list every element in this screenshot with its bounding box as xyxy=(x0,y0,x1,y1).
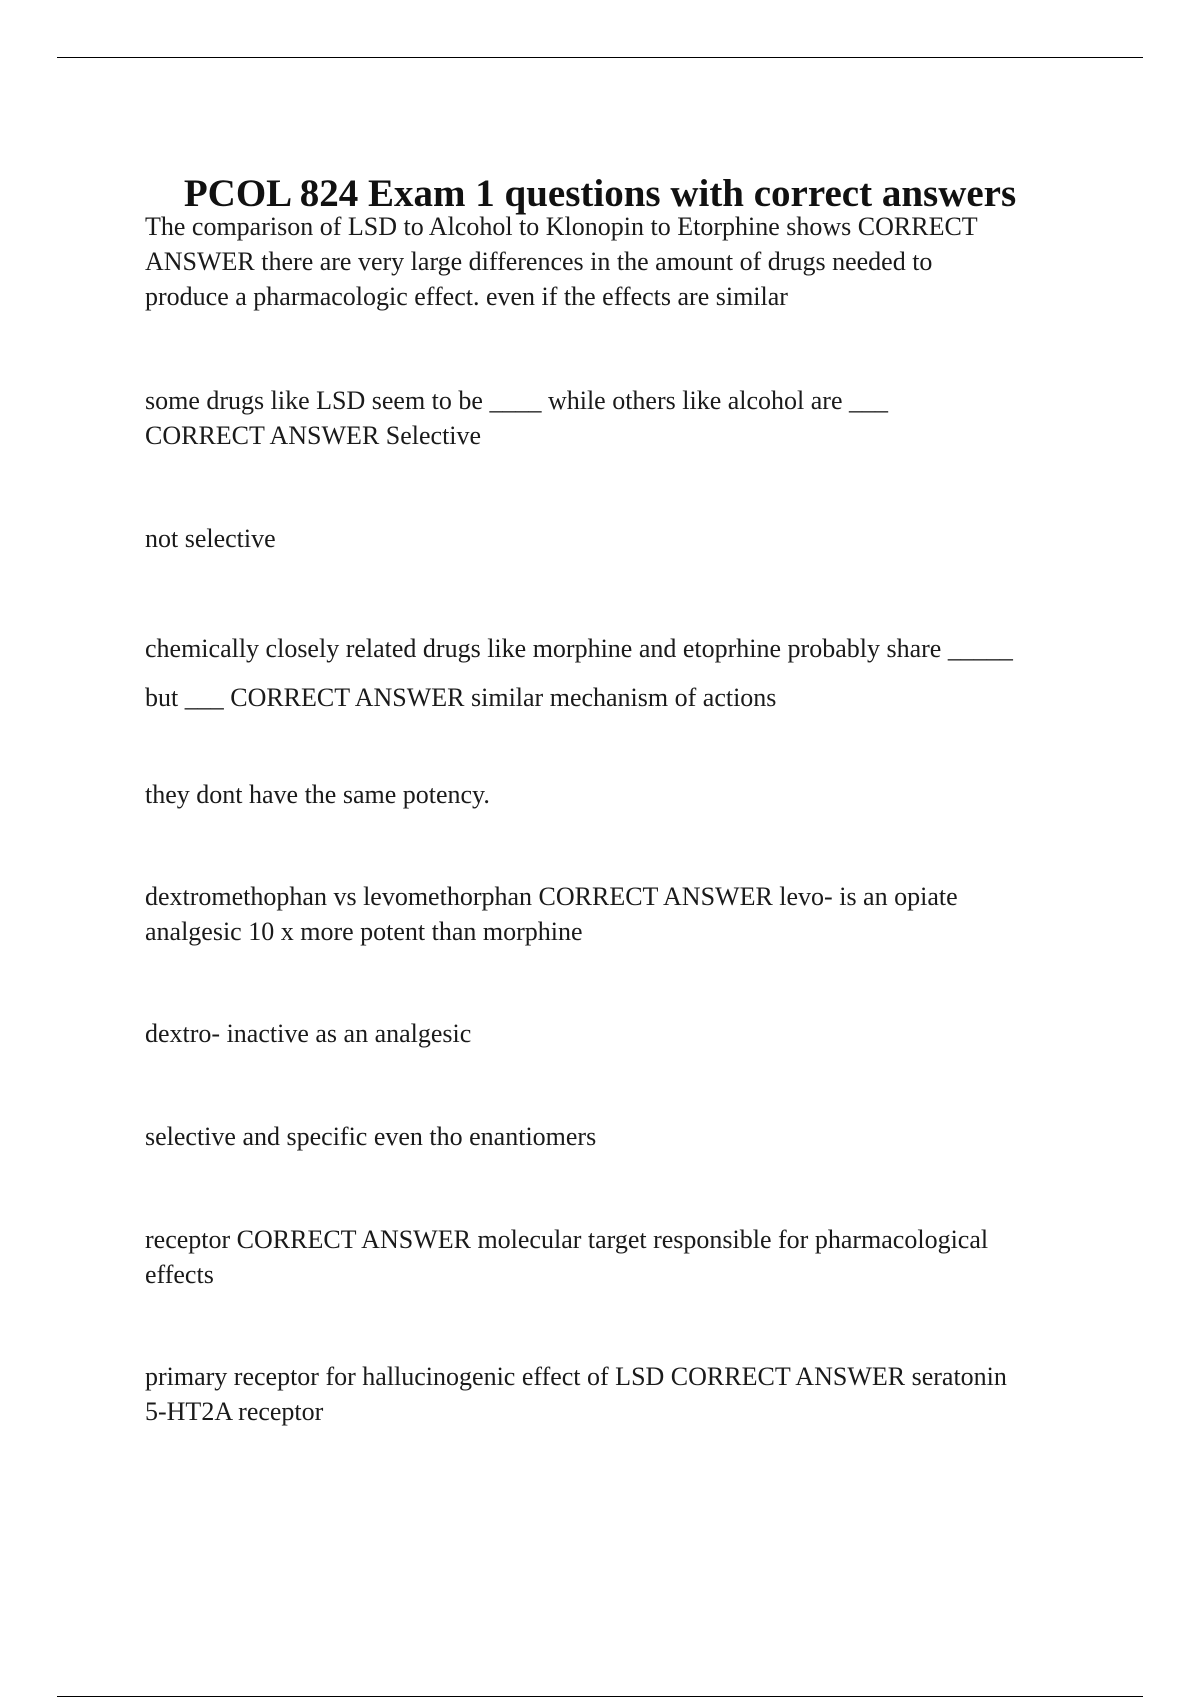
paragraph-line: chemically closely related drugs like morphine and etoprhine probably share _____ xyxy=(145,634,1013,663)
paragraph-line: primary receptor for hallucinogenic effect of LSD CORRECT ANSWER seratonin xyxy=(145,1362,1007,1391)
paragraph-line: selective and specific even tho enantiomers xyxy=(145,1122,597,1151)
footer-rule xyxy=(57,1696,1143,1697)
qa-paragraph-6 xyxy=(145,879,1095,949)
paragraph-line: not selective xyxy=(145,524,276,553)
qa-paragraph-9 xyxy=(145,1222,1095,1292)
qa-paragraph-2 xyxy=(145,383,1095,453)
paragraph-line: dextro- inactive as an analgesic xyxy=(145,1019,472,1048)
paragraph-line: produce a pharmacologic effect. even if the effects are similar xyxy=(145,282,788,311)
paragraph-line: 5-HT2A receptor xyxy=(145,1397,324,1426)
paragraph-line: some drugs like LSD seem to be ____ while others like alcohol are ___ xyxy=(145,386,889,415)
paragraph-line: CORRECT ANSWER Selective xyxy=(145,421,482,450)
paragraph-line: ANSWER there are very large differences in the amount of drugs needed to xyxy=(145,247,933,276)
qa-paragraph-4 xyxy=(145,624,1095,722)
qa-paragraph-7 xyxy=(145,1016,1095,1051)
qa-paragraph-8 xyxy=(145,1119,1095,1154)
paragraph-line: analgesic 10 x more potent than morphine xyxy=(145,917,583,946)
qa-paragraph-3 xyxy=(145,521,1095,556)
paragraph-line: effects xyxy=(145,1260,214,1289)
page-title: PCOL 824 Exam 1 questions with correct answers xyxy=(183,172,1017,216)
paragraph-line: but ___ CORRECT ANSWER similar mechanism of actions xyxy=(145,683,777,712)
header-rule xyxy=(57,57,1143,58)
qa-paragraph-5 xyxy=(145,777,1095,812)
qa-paragraph-1 xyxy=(145,209,1095,314)
paragraph-line: dextromethophan vs levomethorphan CORRECT ANSWER levo- is an opiate xyxy=(145,882,958,911)
paragraph-line: receptor CORRECT ANSWER molecular target responsible for pharmacological xyxy=(145,1225,989,1254)
qa-paragraph-10 xyxy=(145,1359,1095,1429)
paragraph-line: they dont have the same potency. xyxy=(145,780,490,809)
paragraph-line: The comparison of LSD to Alcohol to Klonopin to Etorphine shows CORRECT xyxy=(145,212,978,241)
